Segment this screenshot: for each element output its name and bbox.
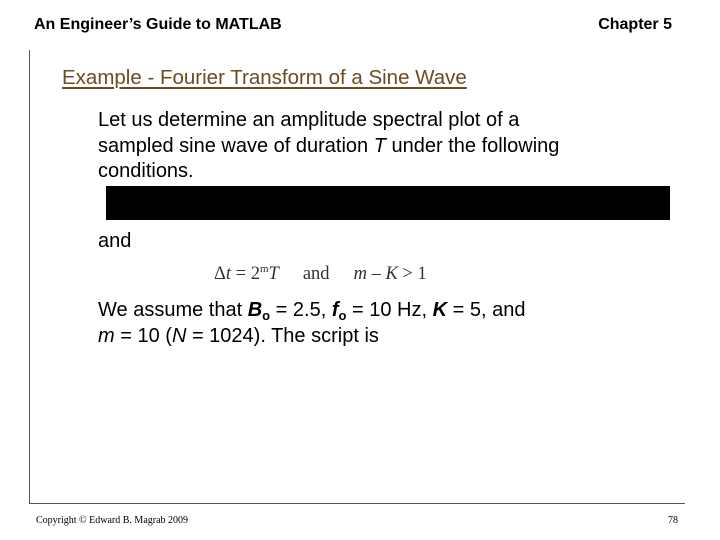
sampling-condition-formula: $\Delta t = 2^mT$ and m – K > 1 (214, 263, 427, 284)
and-text: and (98, 230, 132, 252)
book-title: An Engineer’s Guide to MATLAB (34, 16, 282, 33)
slide-title: Example - Fourier Transform of a Sine Wave (62, 66, 467, 89)
intro-line-3: conditions. (98, 160, 194, 182)
copyright-notice: Copyright © Edward B. Magrab 2009 (36, 515, 189, 526)
assumption-line-1: We assume that $B_o = 2.5$, $f_o = 10$ Hz, K = 5, and (98, 299, 526, 323)
assumption-paragraph (98, 298, 525, 349)
intro-line-1: Let us determine an amplitude spectral plot of a (98, 109, 520, 131)
page-number: 78 (668, 515, 678, 526)
intro-line-2: sampled sine wave of duration T under the following (98, 134, 560, 157)
assumption-line-2: m = 10 (N = 1024). The script is (98, 324, 379, 347)
redacted-equation-bar (106, 186, 670, 220)
chapter-label: Chapter 5 (598, 16, 672, 33)
intro-paragraph (98, 108, 559, 185)
